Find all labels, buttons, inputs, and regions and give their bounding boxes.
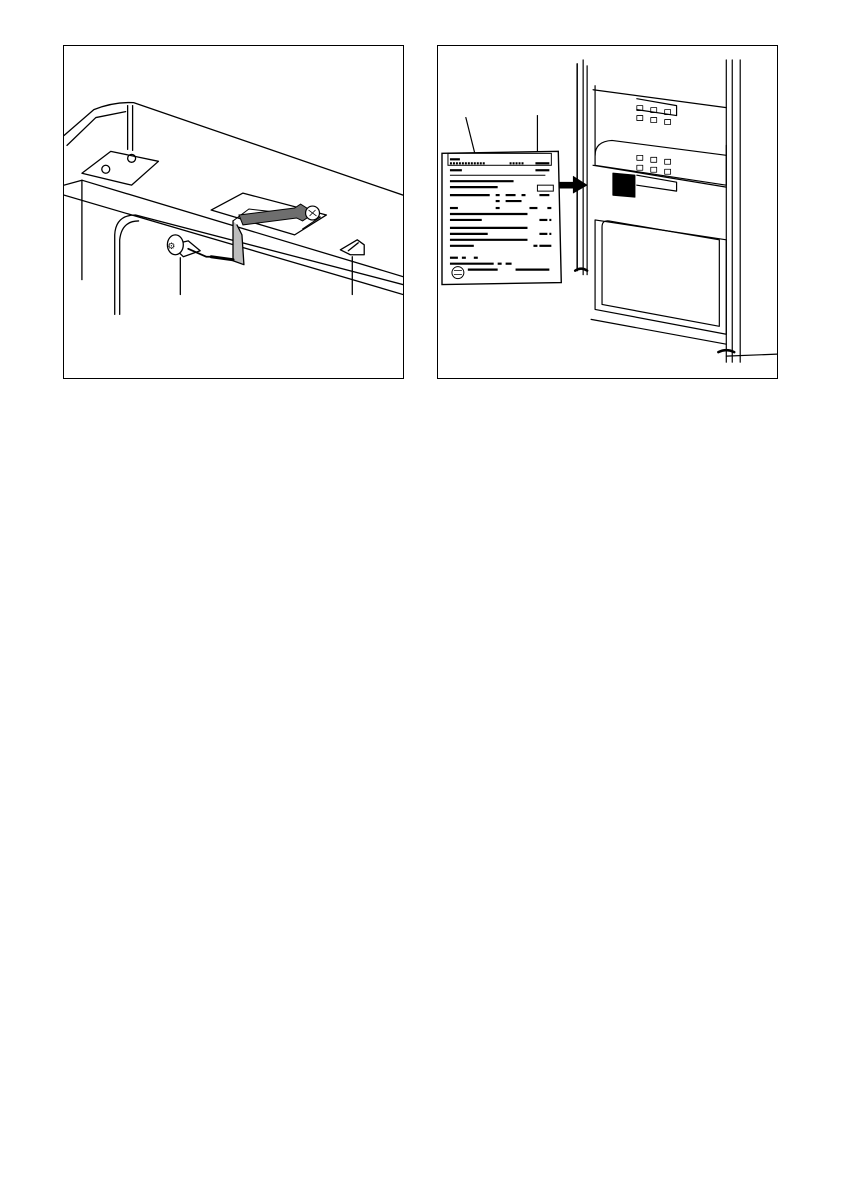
fridge-drawer: [595, 140, 726, 155]
refrigerator-rating-plate-illustration: [438, 46, 777, 378]
fridge-drawer: [595, 86, 726, 185]
pointer-line-model-number: [466, 118, 476, 158]
cable: [211, 257, 233, 260]
svg-text:⚙: ⚙: [167, 241, 176, 252]
door-inner-panel: [115, 215, 403, 314]
metal-ball-bearing-icon: [167, 235, 211, 257]
label-location-patch: [613, 173, 635, 197]
figure-left-panel: [63, 45, 404, 379]
control-panel-icons: [637, 106, 671, 175]
direction-arrow-icon: [239, 204, 320, 225]
fridge-right-edge: [726, 354, 777, 356]
appliance-top-illustration: [64, 46, 403, 378]
tape-strip: [233, 221, 244, 265]
figure-right-panel: [437, 45, 778, 379]
screw-icon: [102, 165, 110, 173]
fridge-foot: [575, 269, 587, 271]
rating-plate-label: [442, 151, 561, 284]
hinge-cover: [82, 151, 159, 185]
appliance-top-inner-edge: [67, 112, 126, 146]
